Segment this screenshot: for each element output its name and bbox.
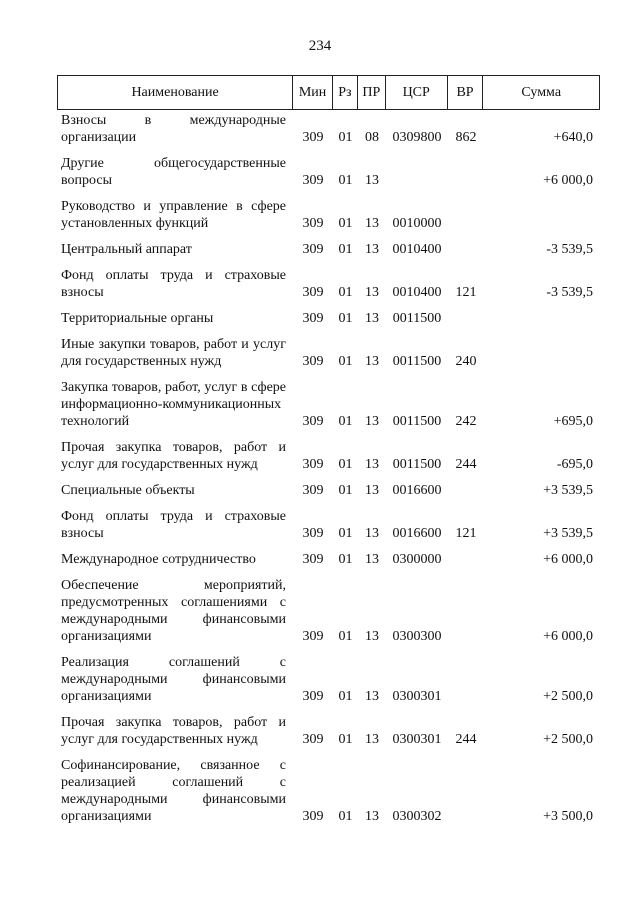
cell-rz: 01 xyxy=(338,354,353,369)
cell-name: Фонд оплаты труда и страховые взносы xyxy=(61,509,286,541)
cell-pr: 13 xyxy=(365,173,379,188)
cell-rz: 01 xyxy=(338,689,353,704)
cell-pr: 13 xyxy=(365,732,379,747)
cell-csr: 0011500 xyxy=(392,414,442,429)
cell-csr: 0010400 xyxy=(392,285,442,300)
cell-min: 309 xyxy=(302,216,324,231)
cell-pr: 13 xyxy=(365,242,379,257)
cell-name: Реализация соглашений с международными финансовыми организациями xyxy=(61,655,286,704)
cell-sum: +640,0 xyxy=(553,130,593,145)
cell-min: 309 xyxy=(302,629,324,644)
cell-vr: 244 xyxy=(455,732,477,747)
cell-sum: -695,0 xyxy=(556,457,593,472)
cell-rz: 01 xyxy=(338,216,353,231)
cell-min: 309 xyxy=(302,285,324,300)
cell-pr: 13 xyxy=(365,483,379,498)
cell-csr: 0011500 xyxy=(392,457,442,472)
cell-pr: 13 xyxy=(365,526,379,541)
cell-pr: 13 xyxy=(365,457,379,472)
cell-sum: +3 539,5 xyxy=(543,483,593,498)
cell-csr: 0300000 xyxy=(392,552,442,567)
cell-name: Другие общегосударственные вопросы xyxy=(61,156,286,188)
cell-csr: 0300300 xyxy=(392,629,442,644)
cell-min: 309 xyxy=(302,457,324,472)
table-row xyxy=(57,310,600,327)
table-row xyxy=(57,155,600,189)
cell-sum: +3 500,0 xyxy=(543,809,593,824)
cell-csr: 0016600 xyxy=(392,483,442,498)
table-row xyxy=(57,714,600,748)
table-row xyxy=(57,379,600,430)
cell-rz: 01 xyxy=(338,457,353,472)
cell-vr: 862 xyxy=(455,130,477,145)
table-row xyxy=(57,267,600,301)
cell-min: 309 xyxy=(302,173,324,188)
cell-min: 309 xyxy=(302,311,324,326)
cell-csr: 0300302 xyxy=(392,809,442,824)
table-row xyxy=(57,241,600,258)
header-rz: Рз xyxy=(333,76,358,109)
cell-min: 309 xyxy=(302,483,324,498)
cell-name: Центральный аппарат xyxy=(61,242,192,257)
cell-min: 309 xyxy=(302,354,324,369)
cell-min: 309 xyxy=(302,732,324,747)
cell-name: Фонд оплаты труда и страховые взносы xyxy=(61,268,286,300)
table-body xyxy=(57,112,600,834)
cell-pr: 13 xyxy=(365,216,379,231)
cell-min: 309 xyxy=(302,526,324,541)
cell-rz: 01 xyxy=(338,809,353,824)
table-header xyxy=(57,75,600,110)
table-row xyxy=(57,198,600,232)
cell-pr: 13 xyxy=(365,552,379,567)
cell-min: 309 xyxy=(302,242,324,257)
cell-name: Обеспечение мероприятий, предусмотренных соглашениями с международными финансовыми организациями xyxy=(61,578,286,644)
cell-rz: 01 xyxy=(338,552,353,567)
cell-vr: 240 xyxy=(455,354,477,369)
cell-pr: 13 xyxy=(365,354,379,369)
cell-rz: 01 xyxy=(338,242,353,257)
cell-rz: 01 xyxy=(338,526,353,541)
table-row xyxy=(57,757,600,825)
table-row xyxy=(57,336,600,370)
table-row xyxy=(57,112,600,146)
cell-csr: 0011500 xyxy=(392,311,442,326)
header-csr: ЦСР xyxy=(386,76,448,109)
cell-sum: +2 500,0 xyxy=(543,732,593,747)
table-row xyxy=(57,508,600,542)
cell-sum: +6 000,0 xyxy=(543,629,593,644)
cell-pr: 13 xyxy=(365,629,379,644)
cell-pr: 13 xyxy=(365,285,379,300)
cell-rz: 01 xyxy=(338,285,353,300)
cell-pr: 13 xyxy=(365,809,379,824)
cell-vr: 121 xyxy=(455,285,477,300)
page-number: 234 xyxy=(308,38,332,54)
cell-rz: 01 xyxy=(338,483,353,498)
table-row xyxy=(57,551,600,568)
cell-name: Прочая закупка товаров, работ и услуг для государственных нужд xyxy=(61,715,286,747)
cell-csr: 0309800 xyxy=(392,130,442,145)
cell-sum: +6 000,0 xyxy=(543,173,593,188)
cell-name: Территориальные органы xyxy=(61,311,214,326)
cell-rz: 01 xyxy=(338,173,353,188)
cell-pr: 13 xyxy=(365,689,379,704)
cell-name: Софинансирование, связанное с реализацией соглашений с международными финансовыми организациями xyxy=(61,758,286,824)
cell-vr: 121 xyxy=(455,526,477,541)
cell-name: Международное сотрудничество xyxy=(61,552,256,567)
cell-min: 309 xyxy=(302,689,324,704)
table-row xyxy=(57,482,600,499)
cell-min: 309 xyxy=(302,809,324,824)
cell-min: 309 xyxy=(302,130,324,145)
cell-name: Прочая закупка товаров, работ и услуг для государственных нужд xyxy=(61,440,286,472)
cell-csr: 0011500 xyxy=(392,354,442,369)
cell-sum: +3 539,5 xyxy=(543,526,593,541)
cell-name: Иные закупки товаров, работ и услуг для государственных нужд xyxy=(61,337,286,369)
cell-name: Взносы в международные организации xyxy=(61,113,286,145)
cell-rz: 01 xyxy=(338,732,353,747)
header-sum: Сумма xyxy=(521,84,562,100)
cell-rz: 01 xyxy=(338,130,353,145)
cell-vr: 242 xyxy=(455,414,477,429)
header-vr: ВР xyxy=(448,76,484,109)
table-row xyxy=(57,654,600,705)
cell-pr: 13 xyxy=(365,311,379,326)
cell-csr: 0300301 xyxy=(392,732,442,747)
cell-pr: 13 xyxy=(365,414,379,429)
cell-rz: 01 xyxy=(338,311,353,326)
cell-csr: 0010400 xyxy=(392,242,442,257)
cell-name: Специальные объекты xyxy=(61,483,195,498)
cell-rz: 01 xyxy=(338,414,353,429)
table-row xyxy=(57,577,600,645)
cell-sum: -3 539,5 xyxy=(546,242,593,257)
header-min: Мин xyxy=(293,76,333,109)
cell-rz: 01 xyxy=(338,629,353,644)
header-pr: ПР xyxy=(358,76,386,109)
cell-csr: 0300301 xyxy=(392,689,442,704)
cell-csr: 0010000 xyxy=(392,216,442,231)
cell-csr: 0016600 xyxy=(392,526,442,541)
cell-min: 309 xyxy=(302,552,324,567)
cell-vr: 244 xyxy=(455,457,477,472)
cell-sum: +695,0 xyxy=(553,414,593,429)
cell-sum: +6 000,0 xyxy=(543,552,593,567)
cell-min: 309 xyxy=(302,414,324,429)
cell-name: Руководство и управление в сфере установленных функций xyxy=(61,199,286,231)
cell-pr: 08 xyxy=(365,130,379,145)
table-row xyxy=(57,439,600,473)
cell-name: Закупка товаров, работ, услуг в сфере информационно-коммуникационных технологий xyxy=(61,380,286,429)
cell-sum: -3 539,5 xyxy=(546,285,593,300)
cell-sum: +2 500,0 xyxy=(543,689,593,704)
header-name: Наименование xyxy=(58,76,293,109)
